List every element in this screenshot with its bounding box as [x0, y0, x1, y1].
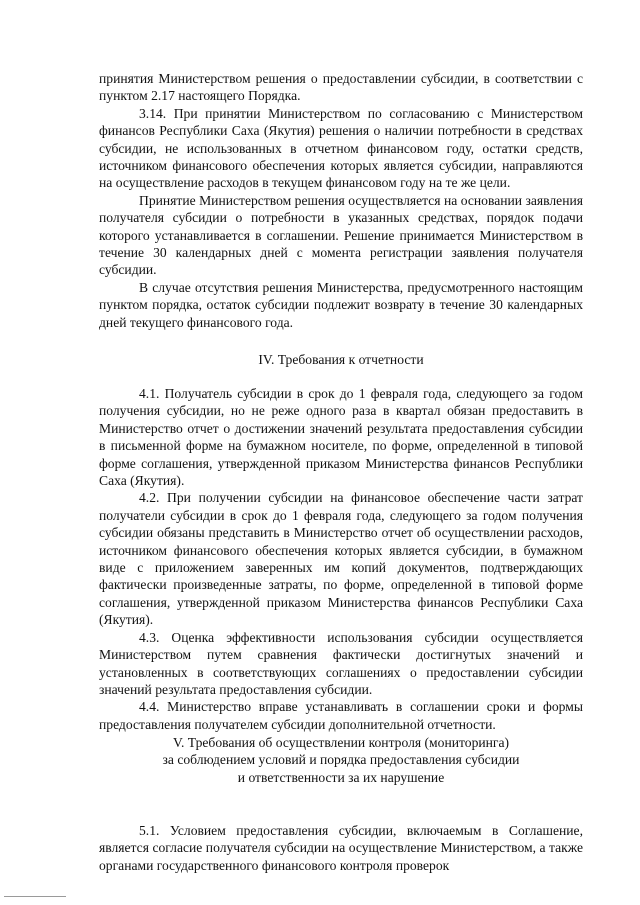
- paragraph: Принятие Министерством решения осуществляется на основании заявления получателя субсидии о потребности в указанных средствах, порядок подачи которого устанавливается в соглашении. Решение принимается Министерством в течение 30 календарных дней с момента регистрации заявления получателя субсидии.: [99, 192, 583, 278]
- section-heading-5: [99, 734, 583, 786]
- text-block-section-3: [99, 70, 583, 331]
- text-block-section-5: [99, 822, 583, 874]
- heading-line: за соблюдением условий и порядка предоставления субсидии: [162, 752, 520, 768]
- paragraph: принятия Министерством решения о предоставлении субсидии, в соответствии с пунктом 2.17 настоящего Порядка.: [99, 71, 583, 104]
- heading-line: и ответственности за их нарушение: [237, 769, 445, 785]
- scan-edge-mark: [4, 896, 66, 897]
- paragraph-5-1: 5.1. Условием предоставления субсидии, включаемым в Соглашение, является согласие получателя субсидии на осуществление Министерством, а также органами государственного финансового контроля проверок: [99, 823, 583, 873]
- paragraph: В случае отсутствия решения Министерства, предусмотренного настоящим пунктом порядка, остаток субсидии подлежит возврату в течение 30 календарных дней текущего финансового года.: [99, 279, 583, 330]
- text-block-section-4: [99, 385, 583, 733]
- section-heading-4: IV. Требования к отчетности: [258, 352, 424, 367]
- paragraph-4-1: 4.1. Получатель субсидии в срок до 1 февраля года, следующего за годом получения субсидии, но не реже одного раза в квартал обязан предоставить в Министерство отчет о достижении значений результата предоставления субсидии в письменной форме на бумажном носителе, по форме, определенной в типовой форме соглашения, утвержденной приказом Министерства финансов Республики Саха (Якутия).: [99, 386, 583, 489]
- paragraph-4-2: 4.2. При получении субсидии на финансовое обеспечение части затрат получатели субсидии в срок до 1 февраля года, следующего за годом получения субсидии обязаны представить в Министерство отчет об осуществлении расходов, источником финансового обеспечения которых является субсидии, в бумажном виде с приложением заверенных им копий документов, подтверждающих фактически произведенные затраты, по форме, определенной в типовой форме соглашения, утвержденной приказом Министерства финансов Республики Саха (Якутия).: [99, 490, 583, 628]
- paragraph-4-4: 4.4. Министерство вправе устанавливать в соглашении сроки и формы предоставления получателем субсидии дополнительной отчетности.: [99, 699, 583, 732]
- paragraph-4-3: 4.3. Оценка эффективности использования субсидии осуществляется Министерством путем сравнения фактически достигнутых значений и установленных в соответствующих соглашениях о предоставлении субсидии значений результата предоставления субсидии.: [99, 629, 583, 697]
- heading-line: V. Требования об осуществлении контроля (мониторинга): [172, 735, 510, 750]
- paragraph-3-14: 3.14. При принятии Министерством по согласованию с Министерством финансов Республики Саха (Якутия) решения о наличии потребности в средствах субсидии, не использованных в отчетном финансовом году, остатки средств, источником финансового обеспечения которых является субсидии, направляются на осуществление расходов в текущем финансовом году на те же цели.: [99, 105, 583, 191]
